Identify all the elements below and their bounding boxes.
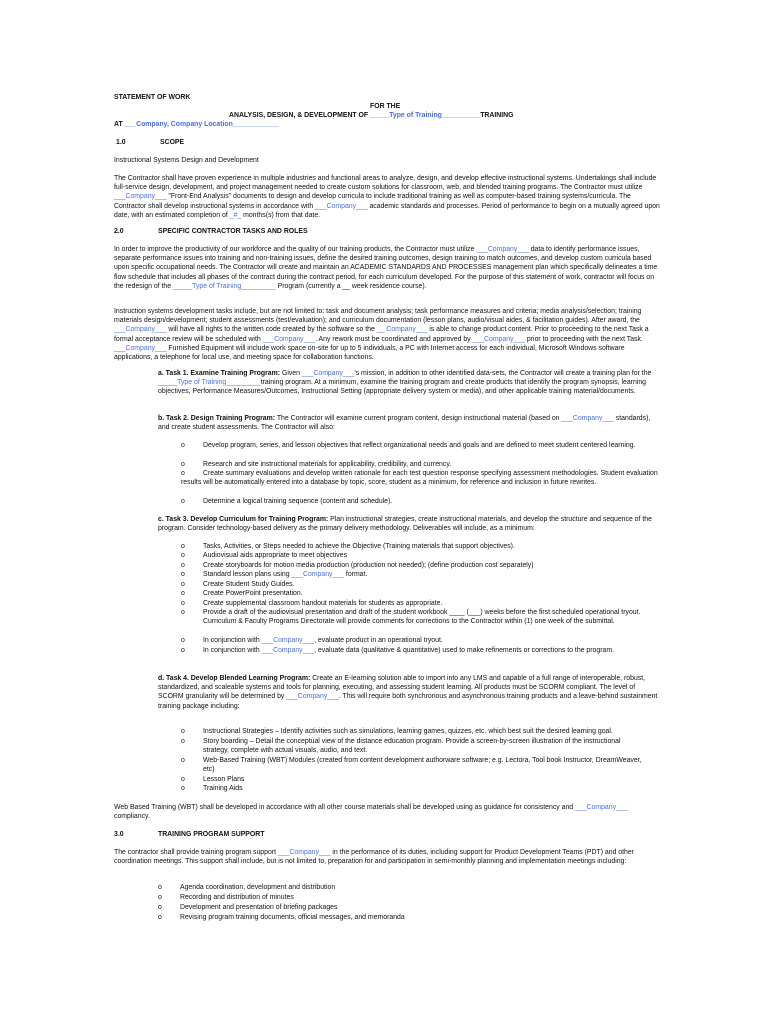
para-text: The Contractor shall have proven experience in multiple industries and functional areas to analyze, design, and develop effective instructional systems. Undertakings shall include full-service design, development, and project management needed to create custom solutions for classroom, web, and blended training programs. The Contractor must utilize bbox=[114, 175, 657, 192]
company-field[interactable]: ___Company___ bbox=[114, 326, 167, 334]
task-1-paragraph bbox=[158, 369, 660, 397]
para-text: months(s) from that date. bbox=[241, 211, 321, 219]
list-item-text: Research and site instructional materials for applicability, credibility, and currency. bbox=[203, 461, 452, 468]
section3-paragraph bbox=[114, 848, 660, 866]
bullet-icon: o bbox=[181, 637, 185, 644]
list-item-text: Recording and distribution of minutes bbox=[180, 894, 294, 901]
para-text: "Front-End Analysis" documents to design and develop curricula to include traditional training as well as computer-based training systems/curricula. The Contractor shall develop instructional systems in accordance with bbox=[114, 193, 631, 210]
company-field[interactable]: ___Company___ bbox=[277, 849, 331, 856]
list-item-text: Create Student Study Guides. bbox=[203, 581, 295, 588]
section1-subtitle: Instructional Systems Design and Development bbox=[114, 157, 259, 164]
training-type-field[interactable]: _____Type of Training__________ bbox=[370, 112, 481, 119]
para-text: compliancy. bbox=[114, 813, 150, 821]
bullet-icon: o bbox=[181, 776, 185, 783]
bullet-icon: o bbox=[158, 904, 162, 911]
company-field[interactable]: ___Company___ bbox=[301, 370, 355, 377]
para-text: Program (currently a __ week residence course). bbox=[275, 282, 427, 290]
para-text: academic standards and processes. Period of performance to begin on a mutually agreed upon date, with an estimated completion of bbox=[114, 202, 660, 219]
list-item-text: Develop program, series, and lesson objectives that reflect organizational needs and goals and are defined to meet student centered learning. bbox=[203, 442, 636, 449]
para-text: The contractor shall provide training program support bbox=[114, 849, 278, 856]
company-field[interactable]: ___Company___ bbox=[291, 571, 344, 578]
company-field[interactable]: ___Company___ bbox=[286, 693, 339, 701]
company-field[interactable]: __ Company___ bbox=[376, 326, 428, 334]
task-heading: c. Task 3. Develop Curriculum for Training Program: bbox=[158, 516, 329, 523]
list-item-text: Create supplemental classroom handout materials for students as appropriate. bbox=[203, 600, 443, 607]
section2-paragraph-2 bbox=[114, 307, 660, 362]
company-field[interactable]: ___Company___ bbox=[262, 335, 316, 343]
list-item-text: Training Aids bbox=[203, 785, 243, 792]
list-item-text: Web-Based Training (WBT) Modules (created from content development authorware software; e.g. Lectora, Tool book Instructor, DreamWeaver, etc) bbox=[203, 757, 642, 774]
section-title: SCOPE bbox=[160, 139, 185, 146]
title-line-text: ANALYSIS, DESIGN, & DEVELOPMENT OF bbox=[229, 112, 371, 119]
bullet-icon: o bbox=[181, 571, 185, 578]
bullet-icon: o bbox=[181, 581, 185, 588]
para-text: standards), and create student assessments. The Contractor will also: bbox=[158, 415, 651, 432]
list-item-text: Story boarding – Detail the conceptual view of the distance education program. Provide a screen-by-screen illustration of the instructional strategy, complete with actual visuals, audio, and text. bbox=[203, 738, 621, 755]
task-heading: a. Task 1. Examine Training Program: bbox=[158, 370, 281, 377]
title-at-line bbox=[114, 120, 279, 129]
at-label: AT bbox=[114, 121, 125, 128]
list-item-text: Audiovisual aids appropriate to meet objectives bbox=[203, 552, 348, 559]
company-field[interactable]: ___Company___ bbox=[261, 647, 315, 654]
para-text: Web Based Training (WBT) shall be developed in accordance with all other course materials shall be developed using as guidance for consistency and bbox=[114, 804, 576, 811]
para-text: in the performance of its duties, including support for Product Development Teams (PDT) and other coordination meetings. This support shall include, but is not limited to, preparation for and participation in semi-monthly planning and implementation meetings including: bbox=[114, 849, 635, 866]
title-line bbox=[229, 111, 514, 120]
bullet-icon: o bbox=[181, 785, 185, 792]
section1-paragraph bbox=[114, 174, 660, 220]
para-text: prior to proceeding with the next Task. bbox=[525, 335, 643, 343]
company-field[interactable]: ___Company___ bbox=[472, 335, 526, 343]
para-text: Create an E-learning solution able to import into any LMS and capable of a full range of interoperable, robust, standardized, and scaleable systems and tools for planning, executing, and assessing student learning. All products must be SCORM compliant. The level of SCORM granularity will be determined by bbox=[158, 675, 646, 701]
section-number: 1.0 bbox=[116, 139, 126, 146]
company-field[interactable]: ___Company___ bbox=[476, 246, 529, 253]
bullet-icon: o bbox=[158, 894, 162, 901]
list-item-text bbox=[203, 646, 673, 655]
para-text: data to identify performance issues, separate performance issues into training and non-training issues, define the desired training outcomes, design training to match outcomes, and develop custom curricula based upon specific occupational needs. The Contractor will create and maintain an ACADEMIC STANDARDS AND PROCESSES management plan which specifically delineates a time flow schedule that includes all phases of the contract during the contract period, for each curriculum developed. For the purpose of this statement of work, contractor will focus on the redesign of the bbox=[114, 246, 658, 290]
para-text: Given bbox=[280, 370, 302, 377]
list-item-text: Lesson Plans bbox=[203, 776, 245, 783]
list-text: format. bbox=[343, 571, 368, 578]
para-text: In order to improve the productivity of our workforce and the quality of our training products, the Contractor must utilize bbox=[114, 246, 477, 253]
list-item-text: Development and presentation of briefing packages bbox=[180, 904, 338, 911]
bullet-icon: o bbox=[181, 590, 185, 597]
document-title: STATEMENT OF WORK bbox=[114, 94, 191, 101]
para-text: Instruction systems development tasks include, but are not limited to: task and document analysis; task performance measures and criteria; media analysis/selection; training materials design/development; student assessments (test/evaluation); and curriculum documentation (lesson plans, audio/visual aides, & facilitation guides). After award, the bbox=[114, 308, 642, 325]
bullet-icon: o bbox=[181, 600, 185, 607]
para-text: Plan instructional strategies, create instructional materials, and develop the structure and sequence of the program. Consider technology-based delivery as the primary delivery methodology. Deliverables will include, as a minimum: bbox=[158, 516, 652, 533]
bullet-icon: o bbox=[181, 498, 185, 505]
para-text: will have all rights to the written code created by the software so the bbox=[166, 326, 377, 334]
section-number: 2.0 bbox=[114, 228, 124, 235]
bullet-icon: o bbox=[181, 562, 185, 569]
list-text: , evaluate product in an operational tryout. bbox=[314, 637, 443, 644]
para-text: The Contractor will examine current program content, design instructional material (based on bbox=[275, 415, 562, 422]
company-location-field[interactable]: ___Company, Company Location____________ bbox=[124, 121, 279, 128]
bullet-icon: o bbox=[158, 884, 162, 891]
section-number: 3.0 bbox=[114, 831, 124, 838]
bullet-icon: o bbox=[181, 757, 185, 764]
bullet-icon: o bbox=[158, 914, 162, 921]
company-field[interactable]: ___Company___ bbox=[315, 202, 368, 210]
list-item-text: Create storyboards for motion media production (production not needed); (define production cost separately) bbox=[203, 562, 534, 569]
para-text: . This will require both synchronous and asynchronous training products and a leave-behind sustainment training package including: bbox=[158, 693, 658, 710]
bullet-icon: o bbox=[181, 461, 185, 468]
list-item-text: Determine a logical training sequence (content and schedule). bbox=[203, 498, 393, 505]
list-text: In conjunction with bbox=[203, 637, 262, 644]
company-field[interactable]: ___Company___ bbox=[575, 804, 628, 811]
company-field[interactable]: ___Company___ bbox=[261, 637, 315, 644]
bullet-icon: o bbox=[181, 738, 185, 745]
bullet-icon: o bbox=[181, 647, 185, 654]
list-text: In conjunction with bbox=[203, 647, 262, 654]
list-text: Standard lesson plans using bbox=[203, 571, 292, 578]
para-text: Furnished Equipment will include work space on-site for up to 5 individuals, a PC with Internet access for each individual, Microsoft Windows software applications, a telephone for local use, and meeting space for collaboration functions. bbox=[114, 344, 625, 362]
list-item-text: Provide a draft of the audiovisual presentation and draft of the student workbook ____ (___) weeks before the first scheduled operational tryout. Curriculum & Faculty Programs Directorate will provide comments for corrections to the Contractor within (1) one week of the submittal. bbox=[203, 609, 641, 626]
list-item-text: Create summary evaluations and develop written rationale for each test question response specifying assessment methodologies. Student evaluation results will be automatically entered into a database by topic, score, student as a minimum, for reference and inclusion in future rewrites. bbox=[181, 470, 658, 487]
bullet-icon: o bbox=[181, 470, 185, 477]
training-type-field[interactable]: _____Type of Training_________ bbox=[158, 379, 261, 387]
list-item-text: Create PowerPoint presentation. bbox=[203, 590, 303, 597]
title-line-suffix: TRAINING bbox=[480, 112, 514, 119]
company-field[interactable]: ___Company___ bbox=[114, 344, 167, 352]
list-item-text bbox=[203, 570, 673, 579]
task-2-paragraph bbox=[158, 414, 660, 432]
task-heading: b. Task 2. Design Training Program: bbox=[158, 415, 276, 422]
section2-paragraph-1 bbox=[114, 245, 660, 291]
bullet-icon: o bbox=[181, 442, 185, 449]
months-field[interactable]: _#_ bbox=[229, 211, 242, 219]
list-text: , evaluate data (qualitative & quantitative) used to make refinements or corrections to the program. bbox=[314, 647, 614, 654]
list-item-text: Agenda coordination, development and distribution bbox=[180, 884, 336, 891]
para-text: training program. At a minimum, examine the training program and create products that identify the program synopsis, learning objectives, Performance Measures/Outcomes, Instructional Setting (appropriate delivery system or media), and other applicable training material/documents. bbox=[158, 379, 646, 396]
task-heading: d. Task 4. Develop Blended Learning Program: bbox=[158, 675, 311, 682]
task-3-paragraph bbox=[158, 515, 660, 533]
bullet-icon: o bbox=[181, 543, 185, 550]
company-field[interactable]: ___Company___ bbox=[114, 193, 167, 201]
list-item-text: Revising program training documents, official messages, and memoranda bbox=[180, 914, 405, 921]
task-4-paragraph bbox=[158, 674, 660, 711]
list-item-text bbox=[203, 636, 673, 645]
bullet-icon: o bbox=[181, 728, 185, 735]
wbt-paragraph bbox=[114, 803, 660, 821]
list-item-text: Instructional Strategies – Identify activities such as simulations, learning games, quizzes, etc. which best suit the desired learning goal. bbox=[203, 728, 613, 735]
training-type-field[interactable]: _____Type of Training_________ bbox=[173, 282, 276, 290]
title-for-the: FOR THE bbox=[370, 103, 401, 110]
para-text: . Any rework must be coordinated and approved by bbox=[315, 335, 473, 343]
section-title: TRAINING PROGRAM SUPPORT bbox=[158, 831, 265, 838]
section-title: SPECIFIC CONTRACTOR TASKS AND ROLES bbox=[158, 228, 308, 235]
bullet-icon: o bbox=[181, 609, 185, 616]
para-text: 's mission, in addition to other identified data-sets, the Contractor will create a training plan for the bbox=[354, 370, 652, 377]
list-item-text: Tasks, Activities, or Steps needed to achieve the Objective (Training materials that support objectives). bbox=[203, 543, 515, 550]
company-field[interactable]: ___Company___ bbox=[561, 415, 614, 422]
para-text: is able to change product content. Prior to proceeding to the next Task a formal acceptance review will be scheduled with bbox=[114, 326, 649, 343]
bullet-icon: o bbox=[181, 552, 185, 559]
